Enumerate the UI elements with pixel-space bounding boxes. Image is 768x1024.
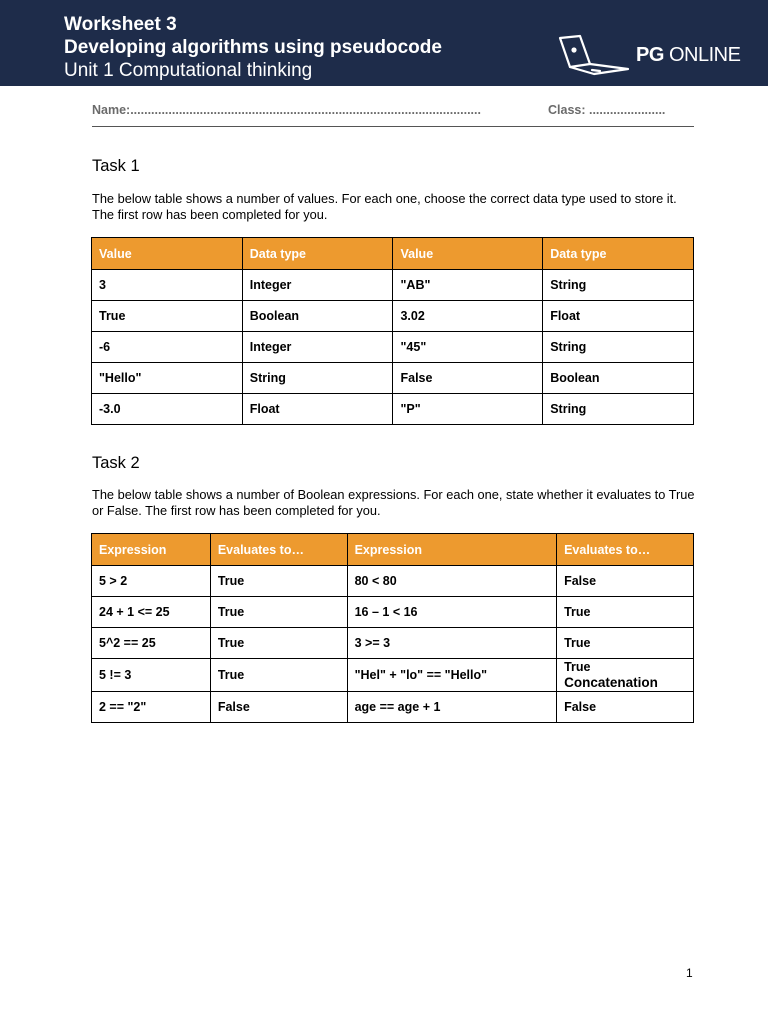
table-row	[92, 566, 694, 597]
evaluates-cell[interactable]	[557, 659, 694, 692]
unit-title: Unit 1 Computational thinking	[64, 60, 313, 81]
evaluates-cell[interactable]: True	[210, 597, 347, 628]
data-type-cell[interactable]: Boolean	[543, 363, 694, 394]
expression-cell: 16 – 1 < 16	[347, 597, 557, 628]
expression-cell: 24 + 1 <= 25	[92, 597, 211, 628]
laptop-icon	[556, 34, 630, 76]
evaluates-cell[interactable]: True	[557, 597, 694, 628]
column-header: Evaluates to…	[210, 534, 347, 566]
evaluates-cell[interactable]: True	[210, 628, 347, 659]
column-header: Expression	[92, 534, 211, 566]
evaluates-cell[interactable]: True	[210, 566, 347, 597]
evaluates-cell[interactable]: False	[210, 692, 347, 723]
column-header: Value	[393, 238, 543, 270]
name-class-line	[92, 103, 694, 127]
worksheet-title: Developing algorithms using pseudocode	[64, 37, 442, 58]
evaluates-cell[interactable]: True	[210, 659, 347, 692]
value-cell: "45"	[393, 332, 543, 363]
column-header: Value	[92, 238, 243, 270]
table-row	[92, 659, 694, 692]
evaluates-cell[interactable]: False	[557, 692, 694, 723]
column-header: Data type	[242, 238, 393, 270]
expression-cell: age == age + 1	[347, 692, 557, 723]
expression-cell: 2 == "2"	[92, 692, 211, 723]
page-header	[0, 0, 768, 86]
page-number: 1	[686, 966, 693, 980]
header-titles	[64, 14, 442, 82]
value-cell: 3	[92, 270, 243, 301]
logo-wordmark: PG ONLINE	[636, 43, 741, 66]
table-row	[92, 332, 694, 363]
data-type-cell[interactable]: String	[242, 363, 393, 394]
class-field[interactable]: Class: ......................	[548, 103, 666, 117]
table-row	[92, 270, 694, 301]
task2-heading: Task 2	[92, 454, 140, 472]
table-header-row	[92, 238, 694, 270]
expression-cell: 5^2 == 25	[92, 628, 211, 659]
data-type-cell[interactable]: Float	[242, 394, 393, 425]
table-row	[92, 394, 694, 425]
table-row	[92, 692, 694, 723]
value-cell: -6	[92, 332, 243, 363]
value-cell: False	[393, 363, 543, 394]
expression-cell: "Hel" + "lo" == "Hello"	[347, 659, 557, 692]
name-field[interactable]: Name:.....................................................................................................	[92, 103, 481, 117]
expression-cell: 80 < 80	[347, 566, 557, 597]
table-header-row	[92, 534, 694, 566]
evaluates-value: True	[564, 660, 591, 674]
table-row	[92, 597, 694, 628]
data-type-cell[interactable]: Boolean	[242, 301, 393, 332]
column-header: Evaluates to…	[557, 534, 694, 566]
evaluates-note: Concatenation	[564, 675, 658, 690]
task1-intro: The below table shows a number of values. For each one, choose the correct data type used to store it. The first row has been completed for you.	[92, 191, 677, 222]
table-row	[92, 628, 694, 659]
pg-online-logo	[556, 34, 740, 76]
value-cell: -3.0	[92, 394, 243, 425]
value-cell: True	[92, 301, 243, 332]
table-row	[92, 301, 694, 332]
value-cell: "Hello"	[92, 363, 243, 394]
data-type-cell[interactable]: Float	[543, 301, 694, 332]
evaluates-cell[interactable]: True	[557, 628, 694, 659]
value-cell: "P"	[393, 394, 543, 425]
value-cell: 3.02	[393, 301, 543, 332]
data-type-cell[interactable]: String	[543, 332, 694, 363]
table-row	[92, 363, 694, 394]
worksheet-number: Worksheet 3	[64, 14, 177, 35]
task1-heading: Task 1	[92, 157, 140, 175]
task2-intro: The below table shows a number of Boolean expressions. For each one, state whether it evaluates to True or False. The first row has been completed for you.	[92, 487, 695, 518]
expression-cell: 5 != 3	[92, 659, 211, 692]
data-type-cell[interactable]: Integer	[242, 332, 393, 363]
expression-cell: 5 > 2	[92, 566, 211, 597]
column-header: Expression	[347, 534, 557, 566]
data-types-table	[91, 237, 694, 425]
evaluates-cell[interactable]: False	[557, 566, 694, 597]
boolean-expressions-table	[91, 533, 694, 723]
value-cell: "AB"	[393, 270, 543, 301]
data-type-cell[interactable]: String	[543, 270, 694, 301]
data-type-cell[interactable]: Integer	[242, 270, 393, 301]
data-type-cell[interactable]: String	[543, 394, 694, 425]
column-header: Data type	[543, 238, 694, 270]
expression-cell: 3 >= 3	[347, 628, 557, 659]
